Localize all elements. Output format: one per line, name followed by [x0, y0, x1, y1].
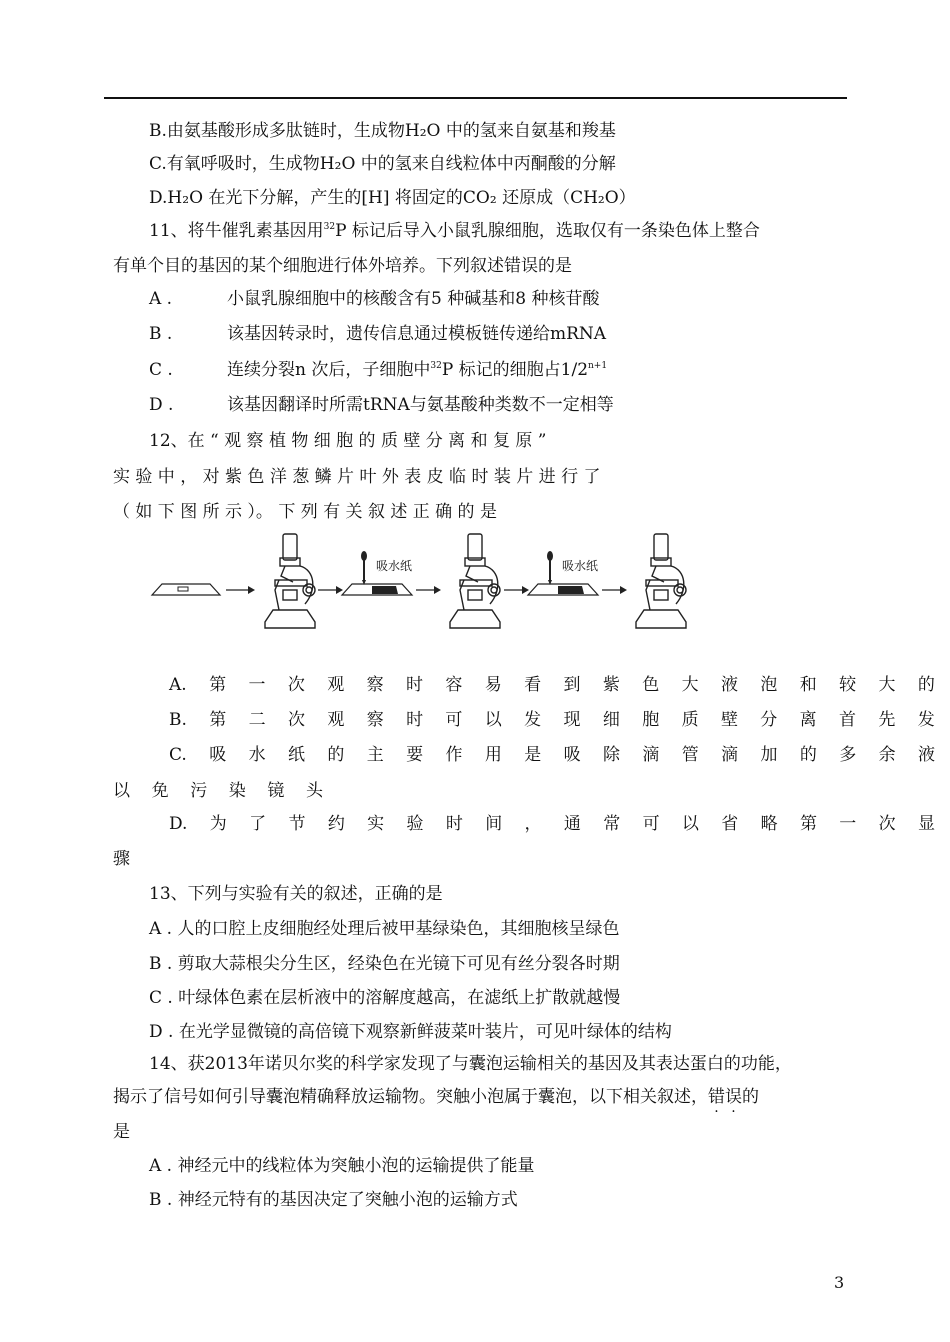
q13-option-a: A . 人的口腔上皮细胞经处理后被甲基绿染色，其细胞核呈绿色 — [149, 919, 620, 939]
q11-option-a — [149, 288, 599, 310]
q14-option-a: A . 神经元中的线粒体为突触小泡的运输提供了能量 — [149, 1156, 535, 1176]
q13-stem: 13、下列与实验有关的叙述，正确的是 — [149, 884, 443, 904]
q11-option-c-sup1: 32 — [430, 361, 442, 371]
q13-option-d: D . 在光学显微镜的高倍镜下观察新鲜菠菜叶装片，可见叶绿体的结构 — [149, 1022, 672, 1042]
q11-option-c-sup2: n+1 — [588, 361, 608, 371]
q11-stem-sup: 32 — [323, 222, 336, 232]
header-rule — [104, 97, 847, 99]
q12-option-c: C. 吸 水 纸 的 主 要 作 用 是 吸 除 滴 管 滴 加 的 多 余 液 — [169, 745, 935, 765]
q11-option-a-label: A . — [149, 289, 173, 309]
q14-stem-line3: 是 — [113, 1122, 130, 1142]
q14-stem-line2 — [113, 1086, 759, 1108]
q14-option-b: B . 神经元特有的基因决定了突触小泡的运输方式 — [149, 1190, 518, 1210]
q11-option-b-label: B . — [149, 324, 173, 344]
q11-option-c-label: C . — [149, 360, 173, 380]
dropper-slide-icon — [528, 551, 598, 595]
q13-option-c: C . 叶绿体色素在层析液中的溶解度越高，在滤纸上扩散就越慢 — [149, 988, 621, 1008]
arrow-icon — [226, 586, 255, 594]
q11-stem-pre: 11、将牛催乳素基因用 — [149, 221, 324, 241]
microscope-icon — [265, 534, 315, 628]
q13-option-b: B . 剪取大蒜根尖分生区，经染色在光镜下可见有丝分裂各时期 — [149, 954, 620, 974]
microscope-icon — [450, 534, 500, 628]
page-number: 3 — [834, 1273, 845, 1292]
blotting-paper-label-2: 吸水纸 — [562, 559, 599, 573]
q11-option-d-label: D . — [149, 395, 174, 415]
q12-option-c-line2: 以 免 污 染 镜 头 — [113, 781, 323, 801]
q12-stem-line1: 12、在 “ 观 察 植 物 细 胞 的 质 壁 分 离 和 复 原 ” — [149, 431, 547, 451]
q11-option-c — [149, 359, 607, 381]
blotting-paper-label-1: 吸水纸 — [376, 559, 413, 573]
dropper-slide-icon — [342, 551, 412, 595]
q12-option-d: D. 为 了 节 约 实 验 时 间 ， 通 常 可 以 省 略 第 一 次 显 — [169, 814, 935, 834]
slide-icon — [152, 584, 220, 595]
q14-stem-line2-pre: 揭示了信号如何引导囊泡精确释放运输物。突触小泡属于囊泡，以下相关叙述， — [113, 1087, 708, 1107]
arrow-icon — [416, 586, 441, 594]
q11-option-d — [149, 394, 614, 416]
arrow-icon — [504, 586, 529, 594]
q11-stem-line2: 有单个目的基因的某个细胞进行体外培养。下列叙述错误的是 — [113, 256, 572, 276]
q12-stem-line3: （ 如 下 图 所 示 ）。 下 列 有 关 叙 述 正 确 的 是 — [113, 502, 497, 522]
q11-option-a-text: 小鼠乳腺细胞中的核酸含有5 种碱基和8 种核苷酸 — [227, 289, 600, 309]
q10-option-d: D.H₂O 在光下分解，产生的[H] 将固定的CO₂ 还原成（CH₂O） — [149, 188, 636, 208]
q11-option-c-pre: 连续分裂n 次后，子细胞中 — [227, 360, 431, 380]
q14-emphasis-char-2: 误 — [725, 1087, 742, 1107]
microscope-icon — [636, 534, 686, 628]
q11-stem-line1 — [149, 220, 760, 242]
q12-option-b: B. 第 二 次 观 察 时 可 以 发 现 细 胞 质 壁 分 离 首 先 发 — [169, 710, 935, 730]
q12-option-a: A. 第 一 次 观 察 时 容 易 看 到 紫 色 大 液 泡 和 较 大 的 — [169, 675, 935, 695]
q12-option-d-line2: 骤 — [113, 849, 130, 869]
q11-stem-post: P 标记后导入小鼠乳腺细胞，选取仅有一条染色体上整合 — [335, 221, 760, 241]
q14-emphasis-char-1: 错 — [708, 1087, 725, 1107]
arrow-icon — [318, 586, 343, 594]
q11-option-b — [149, 323, 606, 345]
q11-option-d-text: 该基因翻译时所需tRNA与氨基酸种类数不一定相等 — [227, 395, 614, 415]
q14-stem-line2-post: 的 — [742, 1087, 759, 1107]
q12-stem-line2: 实 验 中 ， 对 紫 色 洋 葱 鳞 片 叶 外 表 皮 临 时 装 片 进 行 了 — [113, 467, 601, 487]
q11-option-c-mid: P 标记的细胞占1/2 — [441, 360, 589, 380]
q10-option-b: B.由氨基酸形成多肽链时，生成物H₂O 中的氢来自氨基和羧基 — [149, 121, 616, 141]
experiment-figure — [150, 532, 840, 632]
q14-stem-line1: 14、获2013年诺贝尔奖的科学家发现了与囊泡运输相关的基因及其表达蛋白的功能， — [149, 1054, 792, 1074]
q11-option-b-text: 该基因转录时，遗传信息通过模板链传递给mRNA — [227, 324, 607, 344]
q10-option-c: C.有氧呼吸时，生成物H₂O 中的氢来自线粒体中丙酮酸的分解 — [149, 154, 616, 174]
arrow-icon — [602, 586, 627, 594]
